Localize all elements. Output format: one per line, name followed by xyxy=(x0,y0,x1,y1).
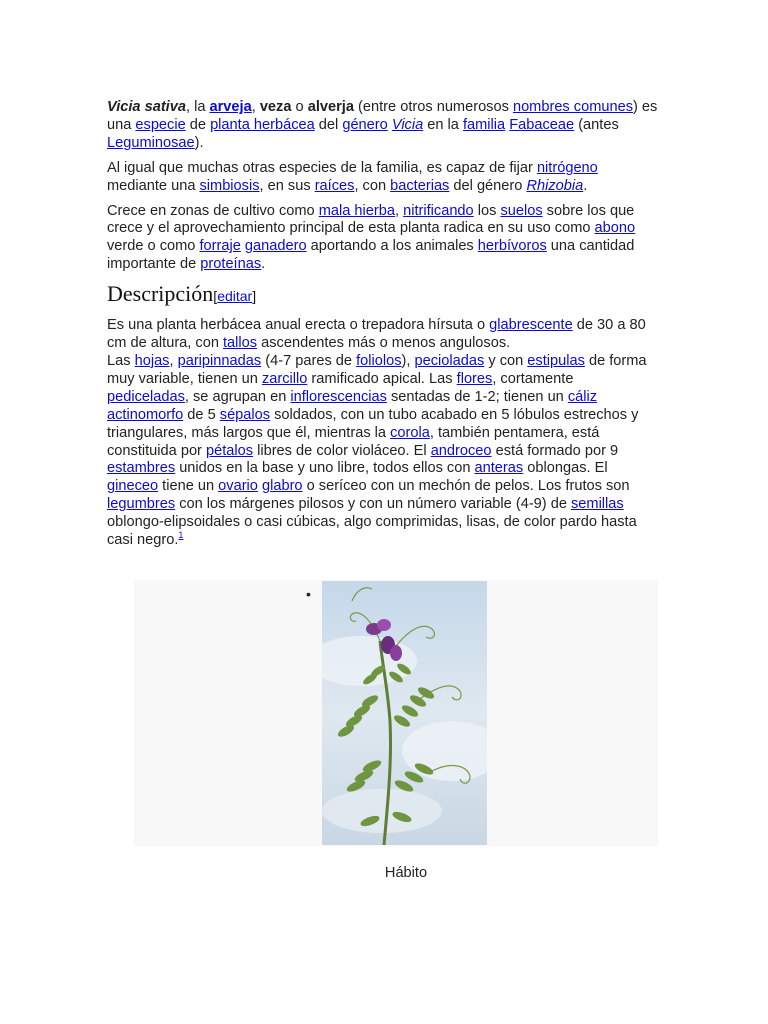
link-raices[interactable]: raíces xyxy=(314,177,355,194)
link-semillas[interactable]: semillas xyxy=(571,496,624,513)
plant-figure xyxy=(134,580,658,846)
link-estambres[interactable]: estambres xyxy=(107,460,176,477)
text: , también pentamera, está constituida por xyxy=(107,424,600,459)
text: una cantidad importante de xyxy=(107,238,635,273)
link-fabaceae[interactable]: Fabaceae xyxy=(509,116,575,133)
description-paragraph-2 xyxy=(107,353,659,550)
uses-paragraph xyxy=(107,203,659,275)
text: o xyxy=(291,99,308,115)
link-familia[interactable]: familia xyxy=(462,116,506,133)
text: Al igual que muchas otras especies de la familia, es capaz de fijar xyxy=(107,159,537,176)
text: verde o como xyxy=(107,238,200,255)
text: oblongo-elipsoidales o casi cúbicas, algo comprimidas, lisas, de color pardo hasta casi negro. xyxy=(107,514,637,549)
bracket: ] xyxy=(252,288,257,305)
link-especie[interactable]: especie xyxy=(135,116,186,133)
text: , xyxy=(251,99,260,115)
text: ramificado apical. Las xyxy=(307,370,457,387)
link-pecioladas[interactable]: pecioladas xyxy=(414,352,485,369)
link-legumbres[interactable]: legumbres xyxy=(107,496,176,513)
description-paragraph-1 xyxy=(107,317,659,353)
text: y con xyxy=(484,352,528,369)
link-estipulas[interactable]: estipulas xyxy=(527,352,585,369)
text: (4-7 pares de xyxy=(261,352,357,369)
text: , se agrupan en xyxy=(184,388,291,405)
intro-paragraph xyxy=(107,99,659,153)
text: ), xyxy=(401,352,415,369)
text: , en sus xyxy=(259,177,315,194)
text: los xyxy=(473,202,501,219)
text: sobre los que crece y el aprovechamiento principal de esta planta radica en su uso como xyxy=(107,202,635,237)
link-mala-hierba[interactable]: mala hierba xyxy=(318,202,395,219)
text: Es una planta herbácea anual erecta o trepadora hírsuta o xyxy=(107,317,490,334)
link-suelos[interactable]: suelos xyxy=(500,202,543,219)
nitrogen-paragraph xyxy=(107,160,659,196)
link-vicia[interactable]: Vicia xyxy=(391,116,424,133)
link-androceo[interactable]: androceo xyxy=(430,442,492,459)
link-leguminosae[interactable]: Leguminosae xyxy=(107,134,195,151)
link-paripinnadas[interactable]: paripinnadas xyxy=(177,352,262,369)
text: oblongas. El xyxy=(523,460,608,477)
text: ascendentes más o menos angulosos. xyxy=(257,335,511,352)
text: mediante una xyxy=(107,177,200,194)
link-caliz[interactable]: cáliz xyxy=(567,388,598,405)
text: o seríceo con un mechón de pelos. Los frutos son xyxy=(302,478,630,495)
link-rhizobia[interactable]: Rhizobia xyxy=(526,177,584,194)
text: ). xyxy=(194,134,204,151)
link-tallos[interactable]: tallos xyxy=(223,335,258,352)
text: , cortamente xyxy=(492,370,574,387)
link-glabro[interactable]: glabro xyxy=(261,478,303,495)
article-body xyxy=(107,99,659,557)
text: ) es una xyxy=(107,99,658,133)
link-herbivoros[interactable]: herbívoros xyxy=(477,238,547,255)
text: , la xyxy=(185,99,210,115)
list-bullet: • xyxy=(306,586,311,602)
figure-caption: Hábito xyxy=(384,865,428,881)
text: tiene un xyxy=(158,478,219,495)
text: sentadas de 1-2; tienen un xyxy=(386,388,568,405)
link-glabrescente[interactable]: glabrescente xyxy=(489,317,573,334)
link-nitrogeno[interactable]: nitrógeno xyxy=(536,159,598,176)
text: , con xyxy=(354,177,391,194)
section-heading-descripcion xyxy=(107,281,659,309)
text: Las xyxy=(107,352,135,369)
vicia-sativa-photo[interactable] xyxy=(322,581,487,845)
link-nitrificando[interactable]: nitrificando xyxy=(403,202,474,219)
link-pediceladas[interactable]: pediceladas xyxy=(107,388,185,405)
text: de xyxy=(185,116,211,133)
link-foliolos[interactable]: foliolos xyxy=(356,352,402,369)
text: en la xyxy=(423,116,463,133)
link-sepalos[interactable]: sépalos xyxy=(219,406,271,423)
bold-veza: veza xyxy=(259,99,292,115)
link-petalos[interactable]: pétalos xyxy=(205,442,254,459)
text: . xyxy=(261,256,266,273)
text: libres de color violáceo. El xyxy=(253,442,431,459)
link-hojas[interactable]: hojas xyxy=(134,352,170,369)
link-ganadero[interactable]: ganadero xyxy=(244,238,307,255)
text: , xyxy=(394,202,404,219)
text: Crece en zonas de cultivo como xyxy=(107,202,319,219)
link-zarcillo[interactable]: zarcillo xyxy=(261,370,308,387)
link-forraje[interactable]: forraje xyxy=(199,238,241,255)
link-corola[interactable]: corola xyxy=(390,424,430,441)
link-anteras[interactable]: anteras xyxy=(474,460,524,477)
link-proteinas[interactable]: proteínas xyxy=(200,256,262,273)
link-abono[interactable]: abono xyxy=(594,220,636,237)
text: del género xyxy=(449,177,527,194)
text: soldados, con un tubo acabado en 5 lóbulos estrechos y triangulares, más largos que él, mientras la xyxy=(107,406,639,441)
text: , xyxy=(169,352,178,369)
bold-alverja: alverja xyxy=(307,99,354,115)
text: de forma muy variable, tienen un xyxy=(107,352,647,387)
bracket: [ xyxy=(213,288,218,305)
link-actinomorfo[interactable]: actinomorfo xyxy=(107,406,184,423)
link-flores[interactable]: flores xyxy=(456,370,493,387)
section-title: Descripción xyxy=(107,281,214,307)
text: unidos en la base y uno libre, todos ellos con xyxy=(175,460,475,477)
link-ovario[interactable]: ovario xyxy=(218,478,258,495)
text: de 30 a 80 cm de altura, con xyxy=(107,317,646,352)
reference-link[interactable]: 1 xyxy=(178,530,184,541)
edit-section-link[interactable]: editar xyxy=(217,288,253,305)
link-gineceo[interactable]: gineceo xyxy=(107,478,159,495)
link-bacterias[interactable]: bacterias xyxy=(390,177,450,194)
text: (antes xyxy=(574,116,619,133)
text: de 5 xyxy=(183,406,220,423)
text: . xyxy=(583,177,588,194)
link-planta-herbacea[interactable]: planta herbácea xyxy=(210,116,315,133)
link-nombres-comunes[interactable]: nombres comunes xyxy=(512,99,634,115)
link-arveja[interactable]: arveja xyxy=(209,99,252,115)
species-title: Vicia sativa xyxy=(107,99,186,115)
link-simbiosis[interactable]: simbiosis xyxy=(199,177,260,194)
text: (entre otros numerosos xyxy=(353,99,513,115)
text: está formado por 9 xyxy=(491,442,619,459)
text: aportando a los animales xyxy=(306,238,478,255)
text: del xyxy=(314,116,343,133)
link-inflorescencias[interactable]: inflorescencias xyxy=(290,388,387,405)
link-genero[interactable]: género xyxy=(342,116,388,133)
text: con los márgenes pilosos y con un número variable (4-9) de xyxy=(175,496,571,513)
